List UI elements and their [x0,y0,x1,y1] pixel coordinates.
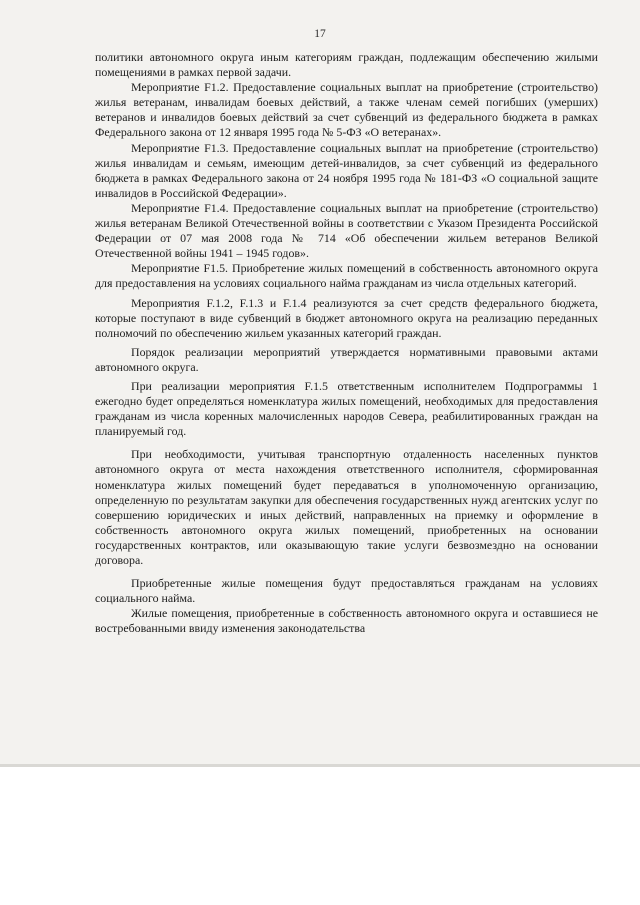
paragraph-measure-f1-3: Мероприятие F1.3. Предоставление социальных выплат на приобретение (строительство) жилья инвалидам и семьям, имеющим детей-инвалидов, за счет субвенций из федерального бюджета в рамках Федерального закона от 24 ноября 1995 года № 181-ФЗ «О социальной защите инвалидов в Российской Федерации». [95,140,598,200]
paragraph-measure-f1-4: Мероприятие F1.4. Предоставление социальных выплат на приобретение (строительство) жилья ветеранам Великой Отечественной войны в соответствии с Указом Президента Российской Федерации от 07 мая 2008 года № 714 «Об обеспечении жильем ветеранов Великой Отечественной войны 1941 – 1945 годов». [95,200,598,261]
paragraph-provision: Приобретенные жилые помещения будут предоставляться гражданам на условиях социального найма. [95,576,598,606]
paragraph-continuation: политики автономного округа иным категориям граждан, подлежащим обеспечению жилыми помещениями в рамках первой задачи. [95,50,598,80]
page-number: 17 [314,28,326,40]
paragraph-procedure: Порядок реализации мероприятий утверждается нормативными правовыми актами автономного округа. [95,344,598,374]
document-body [95,50,598,636]
paragraph-remaining-housing: Жилые помещения, приобретенные в собственность автономного округа и оставшиеся не востребованными ввиду изменения законодательства [95,606,598,636]
page-bottom-edge [0,764,640,767]
paragraph-measure-f1-2: Мероприятие F1.2. Предоставление социальных выплат на приобретение (строительство) жилья ветеранам, инвалидам боевых действий, а также членам семей погибших (умерших) ветеранов и инвалидов боевых действий за счет субвенций из федерального бюджета в рамках Федерального закона от 12 января 1995 года № 5-ФЗ «О ветеранах». [95,80,598,140]
paragraph-necessity: При необходимости, учитывая транспортную отдаленность населенных пунктов автономного округа от места нахождения ответственного исполнителя, сформированная номенклатура жилых помещений будет передаваться в уполномоченную организацию, определенную по результатам закупки для обеспечения государственных нужд агентских услуг по совершению юридических и иных действий, направленных на приемку и оформление в собственность автономного округа жилых помещений, приобретенных на основании государственных контрактов, или оказывающую такие услуги безвозмездно на основании договора. [95,447,598,567]
paragraph-measure-f1-5: Мероприятие F1.5. Приобретение жилых помещений в собственность автономного округа для предоставления на условиях социального найма гражданам из числа отдельных категорий. [95,261,598,291]
paragraph-implementation: При реализации мероприятия F.1.5 ответственным исполнителем Подпрограммы 1 ежегодно будет определяться номенклатура жилых помещений, необходимых для предоставления гражданам из числа коренных малочисленных народов Севера, реабилитированных граждан на планируемый год. [95,378,598,439]
paragraph-funding: Мероприятия F.1.2, F.1.3 и F.1.4 реализуются за счет средств федерального бюджета, которые поступают в виде субвенций в бюджет автономного округа на реализацию переданных полномочий по обеспечению жильем указанных категорий граждан. [95,295,598,340]
